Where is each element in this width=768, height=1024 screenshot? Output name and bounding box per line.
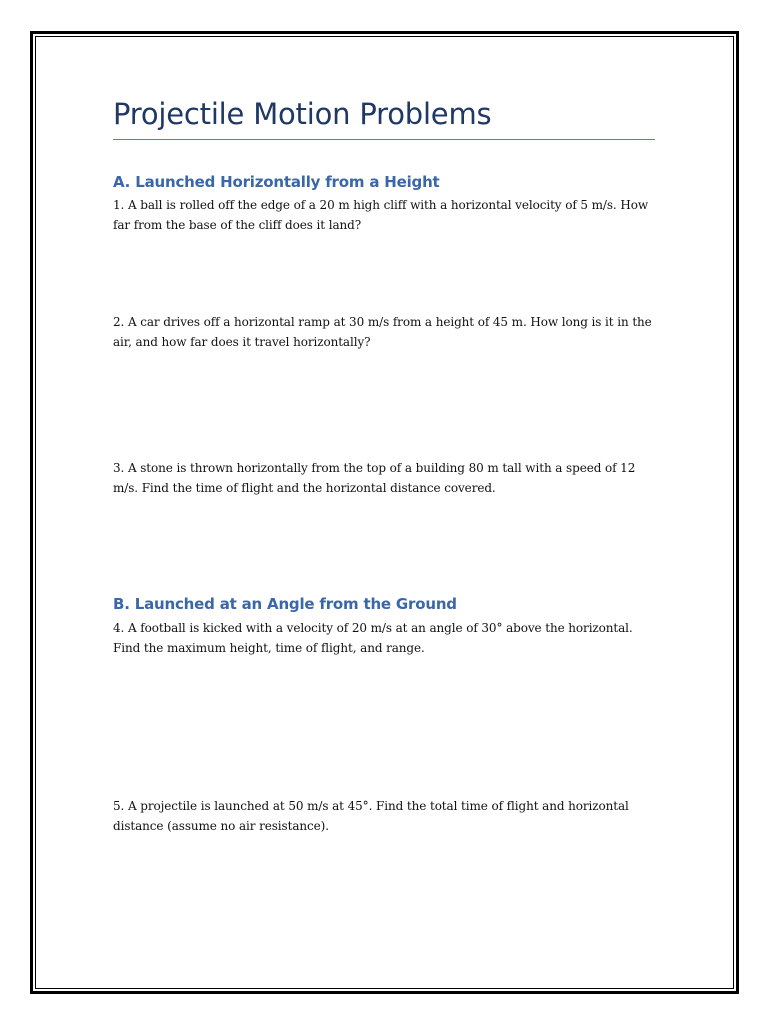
document-body	[113, 95, 655, 833]
page-title: Projectile Motion Problems	[113, 97, 492, 131]
section-heading-b: B. Launched at an Angle from the Ground	[113, 595, 457, 613]
title-underline	[113, 139, 655, 140]
problem-5: 5. A projectile is launched at 50 m/s at 45°. Find the total time of flight and horizontal distance (assume no air resistance).	[113, 799, 629, 833]
problem-2: 2. A car drives off a horizontal ramp at 30 m/s from a height of 45 m. How long is it in the air, and how far does it travel horizontally?	[113, 315, 652, 349]
problem-1: 1. A ball is rolled off the edge of a 20 m high cliff with a horizontal velocity of 5 m/s. How far from the base of the cliff does it land?	[113, 198, 648, 232]
problem-3: 3. A stone is thrown horizontally from the top of a building 80 m tall with a speed of 12 m/s. Find the time of flight and the horizontal distance covered.	[113, 461, 636, 495]
problem-4: 4. A football is kicked with a velocity of 20 m/s at an angle of 30° above the horizontal. Find the maximum height, time of flight, and range.	[113, 621, 633, 655]
section-heading-a: A. Launched Horizontally from a Height	[113, 173, 440, 191]
